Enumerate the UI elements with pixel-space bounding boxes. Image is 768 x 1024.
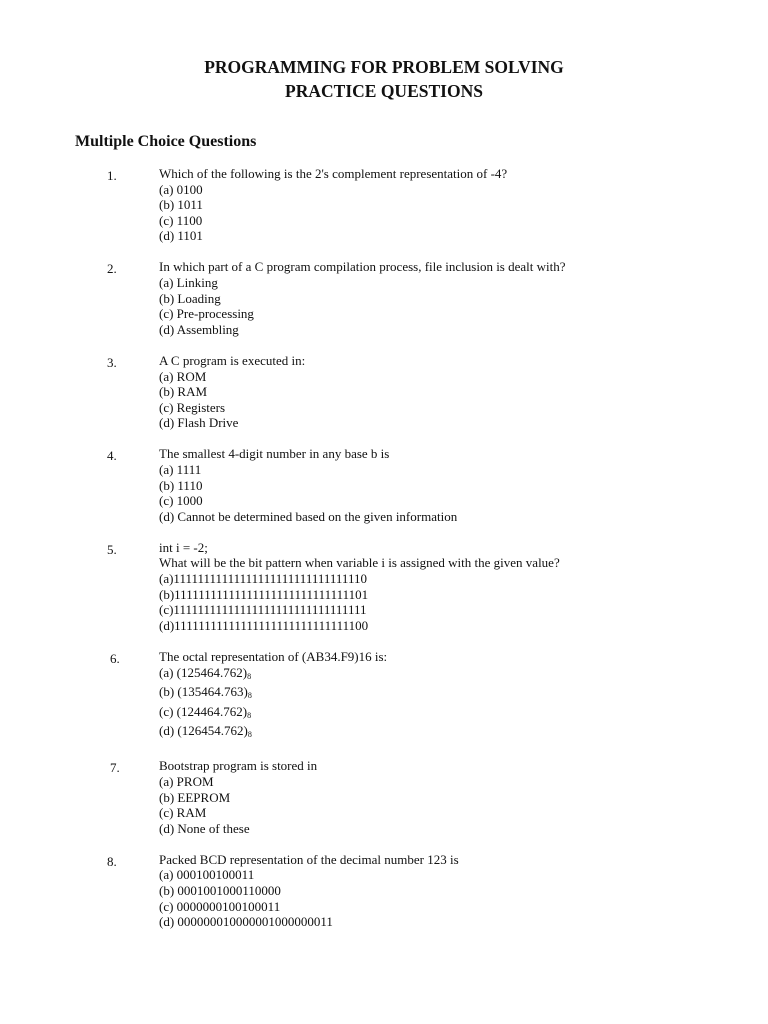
- answer-option-text: (a) (125464.762): [159, 664, 248, 680]
- answer-option: [159, 228, 768, 244]
- question-text: What will be the bit pattern when variable i is assigned with the given value?: [159, 555, 560, 571]
- answer-option-text: (a) ROM: [159, 368, 207, 384]
- question-number: 6.: [110, 650, 120, 666]
- question-body: [159, 259, 768, 337]
- question-item: [0, 446, 768, 524]
- question-text: The smallest 4-digit number in any base b is: [159, 446, 390, 462]
- answer-option-text: (c) Registers: [159, 399, 226, 415]
- answer-option-text: (b) Loading: [159, 290, 221, 306]
- answer-option-text: (d) Cannot be determined based on the given information: [159, 508, 458, 524]
- answer-option-text: (c)11111111111111111111111111111111: [159, 602, 367, 618]
- answer-option-text: (d) 1101: [159, 228, 203, 244]
- answer-option-text: (a) 0100: [159, 181, 203, 197]
- answer-option: [159, 665, 768, 685]
- answer-option-text: (c) RAM: [159, 805, 207, 821]
- question-body: [159, 758, 768, 836]
- question-item: [0, 166, 768, 244]
- answer-option: [159, 684, 768, 704]
- answer-option: [159, 322, 768, 338]
- question-item: [0, 540, 768, 634]
- answer-option-text: (a) PROM: [159, 774, 214, 789]
- question-item: [0, 852, 768, 930]
- question-number: 2.: [107, 261, 117, 277]
- question-body: [159, 852, 768, 930]
- base-subscript: 8: [247, 730, 252, 740]
- answer-option: [159, 914, 768, 930]
- answer-option-text: (c) (124464.762): [159, 703, 248, 719]
- answer-option: [159, 867, 768, 883]
- question-text: Packed BCD representation of the decimal number 123 is: [159, 851, 459, 867]
- answer-option-text: (d) (126454.762): [159, 723, 248, 739]
- answer-option-text: (c) Pre-processing: [159, 306, 254, 322]
- question-number: 3.: [107, 354, 117, 370]
- answer-option: [159, 291, 768, 307]
- answer-option: [159, 704, 768, 724]
- answer-option: [159, 462, 768, 478]
- question-text: int i = -2;: [159, 539, 208, 555]
- question-body: [159, 540, 768, 634]
- answer-option-text: (b) (135464.763): [159, 684, 248, 700]
- answer-option: [159, 602, 768, 618]
- answer-option: [159, 899, 768, 915]
- question-text: Bootstrap program is stored in: [159, 758, 318, 774]
- answer-option: [159, 571, 768, 587]
- base-subscript: 8: [247, 671, 252, 681]
- section-heading: Multiple Choice Questions: [75, 133, 257, 150]
- base-subscript: 8: [247, 691, 252, 701]
- answer-option: [159, 384, 768, 400]
- answer-option: [159, 618, 768, 634]
- question-item: [0, 758, 768, 836]
- base-subscript: 8: [247, 710, 252, 720]
- answer-option: [159, 369, 768, 385]
- answer-option-text: (a)11111111111111111111111111111110: [159, 571, 367, 587]
- answer-option-text: (d) Flash Drive: [159, 415, 239, 431]
- answer-option-text: (d)11111111111111111111111111111100: [159, 617, 369, 633]
- question-number: 8.: [107, 853, 117, 869]
- answer-option-text: (a) Linking: [159, 275, 218, 291]
- answer-option: [159, 275, 768, 291]
- answer-option: [159, 400, 768, 416]
- answer-option: [159, 509, 768, 525]
- document-title-line-1: PROGRAMMING FOR PROBLEM SOLVING: [204, 57, 564, 77]
- answer-option: [159, 306, 768, 322]
- question-item: [0, 649, 768, 743]
- answer-option-text: (b) EEPROM: [159, 789, 231, 805]
- question-body: [159, 446, 768, 524]
- answer-option: [159, 723, 768, 743]
- answer-option-text: (b) RAM: [159, 384, 208, 400]
- answer-option: [159, 774, 768, 790]
- answer-option: [159, 478, 768, 494]
- answer-option: [159, 805, 768, 821]
- question-text: The octal representation of (AB34.F9)16 is:: [159, 648, 388, 664]
- answer-option: [159, 790, 768, 806]
- answer-option-text: (b)11111111111111111111111111111101: [159, 586, 369, 602]
- answer-option: [159, 821, 768, 837]
- answer-option-text: (b) 0001001000110000: [159, 883, 281, 899]
- answer-option-text: (a) 1111: [159, 462, 202, 477]
- answer-option-text: (c) 1000: [159, 493, 203, 509]
- answer-option: [159, 182, 768, 198]
- question-list: [0, 166, 768, 945]
- answer-option-text: (b) 1110: [159, 477, 203, 493]
- answer-option-text: (b) 1011: [159, 197, 203, 213]
- answer-option: [159, 415, 768, 431]
- question-item: [0, 259, 768, 337]
- answer-option: [159, 213, 768, 229]
- question-number: 4.: [107, 448, 117, 464]
- question-number: 1.: [107, 168, 117, 183]
- answer-option: [159, 587, 768, 603]
- answer-option-text: (c) 1100: [159, 212, 203, 228]
- question-body: [159, 649, 768, 743]
- answer-option-text: (c) 0000000100100011: [159, 898, 281, 914]
- answer-option-text: (a) 000100100011: [159, 867, 255, 883]
- question-text: A C program is executed in:: [159, 352, 306, 368]
- answer-option: [159, 883, 768, 899]
- question-text: Which of the following is the 2's complement representation of -4?: [159, 166, 508, 181]
- question-number: 5.: [107, 541, 117, 557]
- question-body: [159, 166, 768, 244]
- question-text: In which part of a C program compilation process, file inclusion is dealt with?: [159, 259, 566, 275]
- question-number: 7.: [110, 760, 120, 776]
- answer-option-text: (d) 000000010000001000000011: [159, 914, 333, 930]
- document-title-line-2: PRACTICE QUESTIONS: [285, 81, 483, 101]
- answer-option-text: (d) None of these: [159, 820, 250, 836]
- answer-option: [159, 197, 768, 213]
- question-body: [159, 353, 768, 431]
- answer-option-text: (d) Assembling: [159, 321, 239, 337]
- question-item: [0, 353, 768, 431]
- answer-option: [159, 493, 768, 509]
